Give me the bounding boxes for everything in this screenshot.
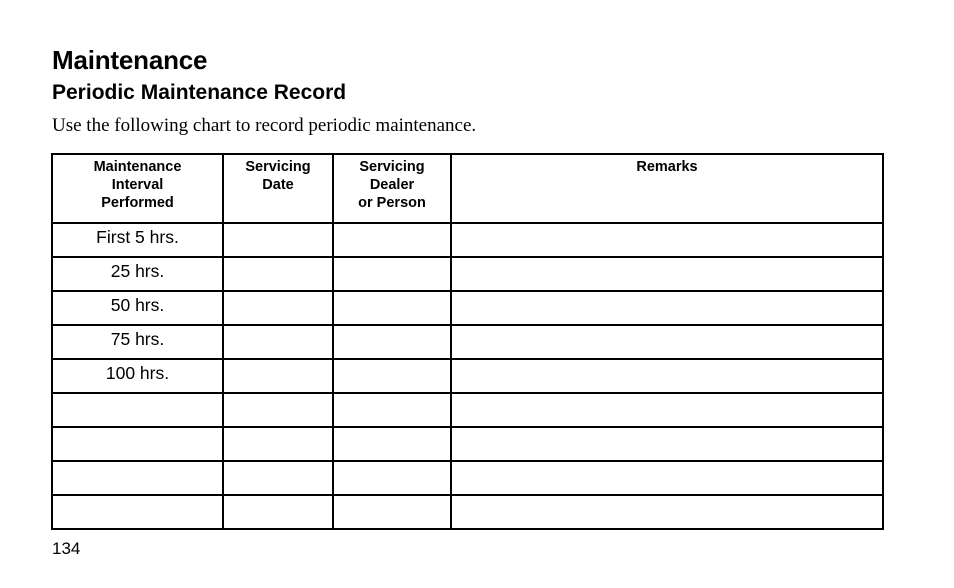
table-row <box>52 223 883 257</box>
cell-interval: 75 hrs. <box>52 325 223 359</box>
cell-remarks <box>451 223 883 257</box>
cell-interval <box>52 427 223 461</box>
cell-remarks <box>451 427 883 461</box>
cell-date <box>223 291 333 325</box>
header-remarks: Remarks <box>451 154 883 223</box>
cell-interval: 25 hrs. <box>52 257 223 291</box>
table-row <box>52 393 883 427</box>
cell-date <box>223 223 333 257</box>
table-row <box>52 291 883 325</box>
table-row <box>52 461 883 495</box>
cell-date <box>223 393 333 427</box>
header-servicing-dealer: Servicing Dealer or Person <box>333 154 451 223</box>
cell-remarks <box>451 461 883 495</box>
table-header-row <box>52 154 883 223</box>
table-row <box>52 325 883 359</box>
cell-dealer <box>333 291 451 325</box>
cell-date <box>223 461 333 495</box>
table-row <box>52 359 883 393</box>
maintenance-record-table <box>51 153 884 530</box>
cell-date <box>223 359 333 393</box>
cell-dealer <box>333 495 451 529</box>
section-title: Maintenance <box>52 45 208 75</box>
cell-interval: 100 hrs. <box>52 359 223 393</box>
cell-date <box>223 325 333 359</box>
cell-interval: First 5 hrs. <box>52 223 223 257</box>
cell-dealer <box>333 325 451 359</box>
cell-date <box>223 495 333 529</box>
header-servicing-date: Servicing Date <box>223 154 333 223</box>
cell-remarks <box>451 325 883 359</box>
intro-text: Use the following chart to record periodic maintenance. <box>52 115 477 136</box>
table-row <box>52 257 883 291</box>
cell-date <box>223 427 333 461</box>
cell-dealer <box>333 393 451 427</box>
cell-dealer <box>333 461 451 495</box>
cell-remarks <box>451 359 883 393</box>
cell-dealer <box>333 359 451 393</box>
cell-interval <box>52 495 223 529</box>
cell-remarks <box>451 495 883 529</box>
cell-dealer <box>333 427 451 461</box>
table-row <box>52 495 883 529</box>
cell-dealer <box>333 257 451 291</box>
cell-interval <box>52 461 223 495</box>
cell-dealer <box>333 223 451 257</box>
cell-remarks <box>451 393 883 427</box>
page-number: 134 <box>52 539 81 558</box>
cell-interval: 50 hrs. <box>52 291 223 325</box>
cell-interval <box>52 393 223 427</box>
record-subtitle: Periodic Maintenance Record <box>52 81 347 104</box>
cell-date <box>223 257 333 291</box>
cell-remarks <box>451 257 883 291</box>
cell-remarks <box>451 291 883 325</box>
header-interval: Maintenance Interval Performed <box>52 154 223 223</box>
table-row <box>52 427 883 461</box>
